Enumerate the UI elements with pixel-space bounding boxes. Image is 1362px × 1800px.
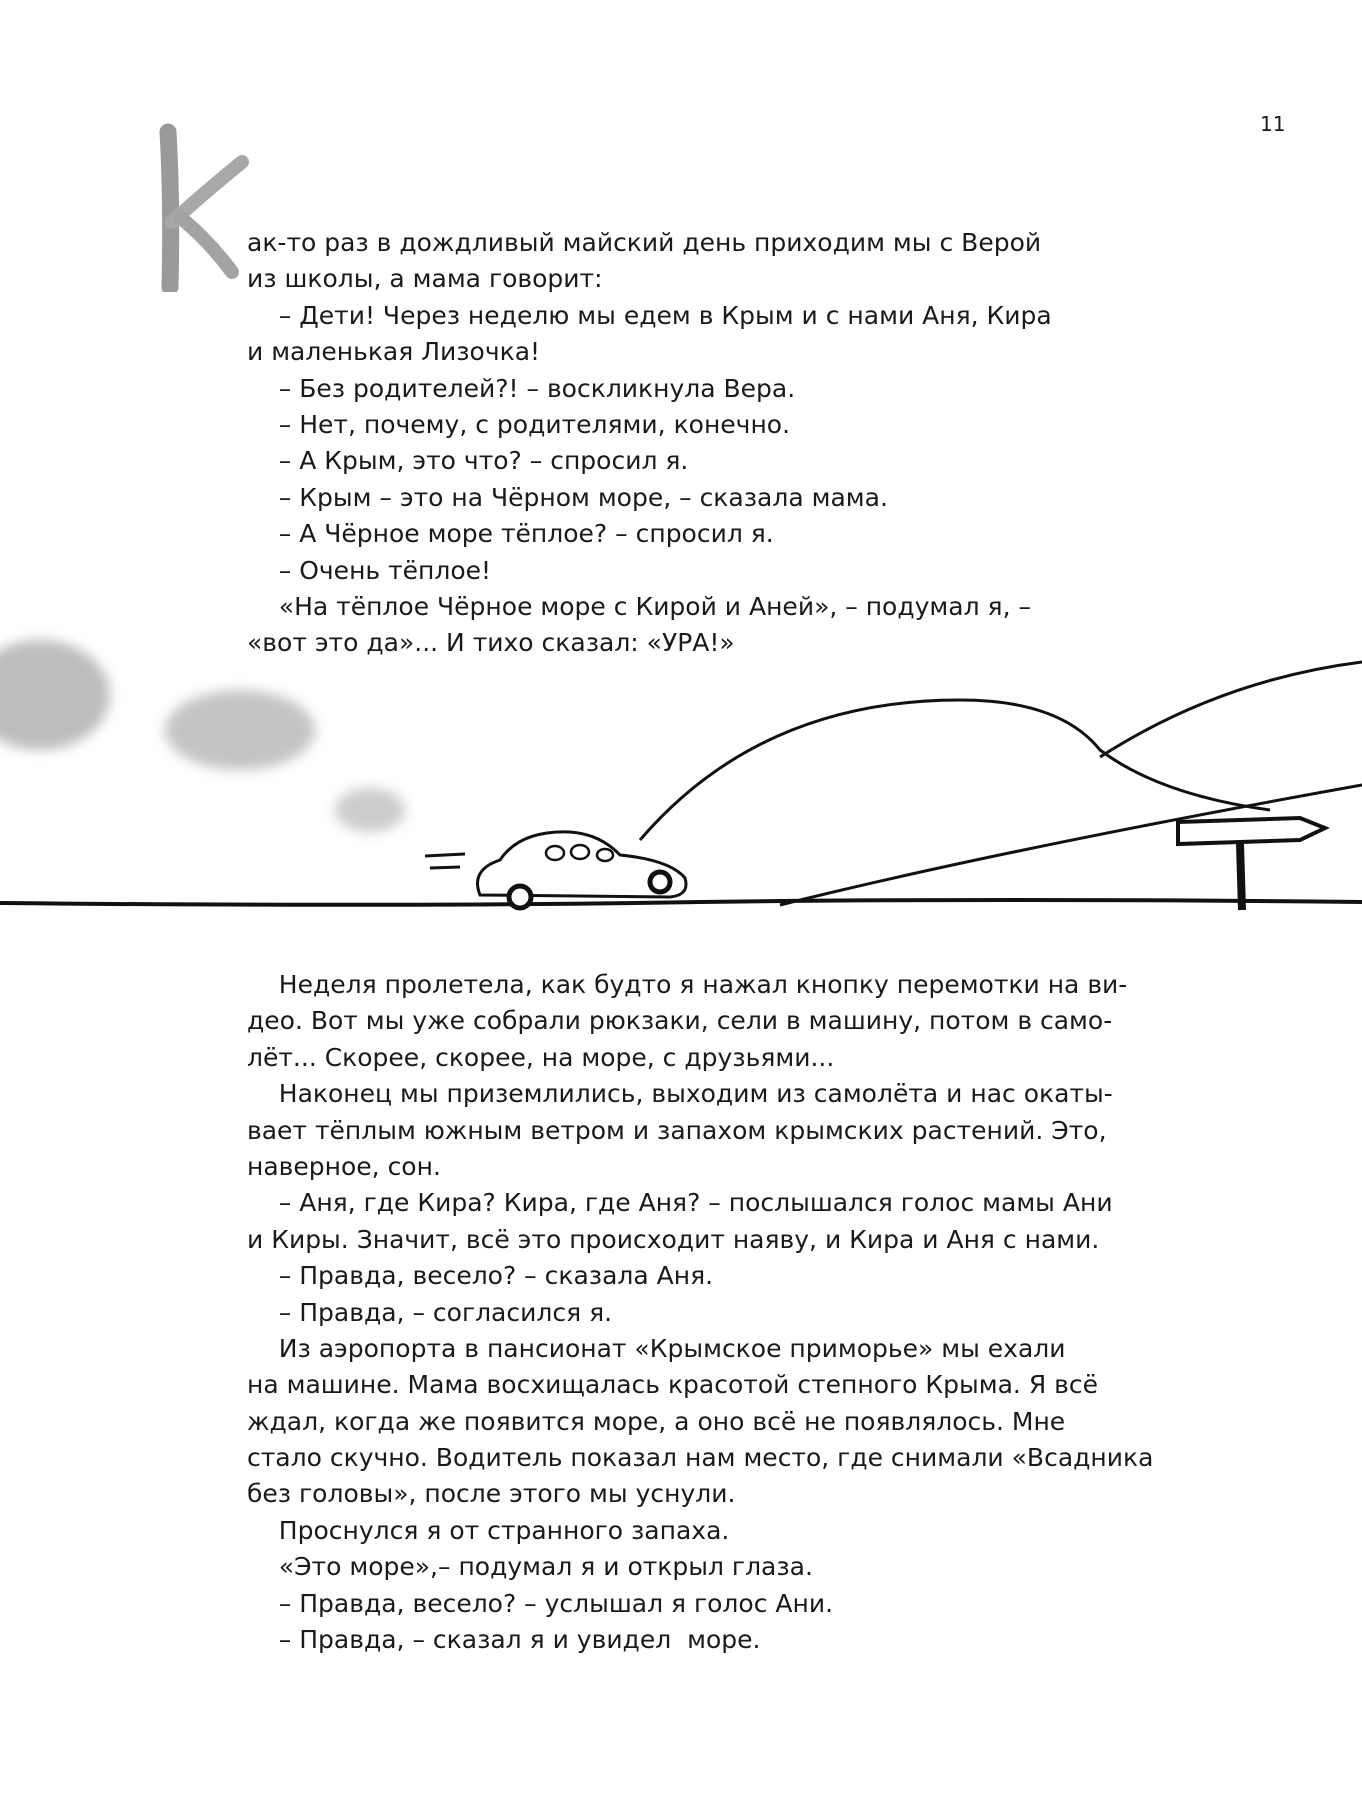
- text-line: – Очень тёплое!: [247, 555, 492, 585]
- text-line: «Это море»,– подумал я и открыл глаза.: [247, 1552, 813, 1582]
- road-sign-arrow-icon: [1178, 818, 1325, 910]
- text-line: Наконец мы приземлились, выходим из самолёта и нас окаты-: [247, 1079, 1113, 1109]
- text-section-2: [247, 967, 1154, 1658]
- text-section-1: [247, 225, 1107, 662]
- text-line: без головы», после этого мы уснули.: [247, 1479, 736, 1509]
- text-line: вает тёплым южным ветром и запахом крымских растений. Это,: [247, 1115, 1107, 1145]
- text-line: – Нет, почему, с родителями, конечно.: [247, 409, 791, 439]
- text-line: Проснулся я от странного запаха.: [247, 1515, 730, 1545]
- text-line: на машине. Мама восхищалась красотой степного Крыма. Я всё: [247, 1370, 1099, 1400]
- text-line: ждал, когда же появится море, а оно всё не появлялось. Мне: [247, 1406, 1066, 1436]
- text-line: и маленькая Лизочка!: [247, 337, 541, 367]
- text-line: наверное, сон.: [247, 1151, 441, 1181]
- exhaust-cloud-icon: [0, 640, 110, 750]
- car-icon: [478, 832, 687, 908]
- text-line: лёт... Скорее, скорее, на море, с друзьями...: [247, 1042, 835, 1072]
- hill-line: [780, 785, 1362, 905]
- svg-text:К: К: [150, 122, 151, 123]
- text-line: – Без родителей?! – воскликнула Вера.: [247, 373, 796, 403]
- text-line: «На тёплое Чёрное море с Кирой и Аней», – подумал я, –: [247, 591, 1031, 621]
- text-line: део. Вот мы уже собрали рюкзаки, сели в машину, потом в само-: [247, 1006, 1113, 1036]
- text-line: – Крым – это на Чёрном море, – сказала мама.: [247, 482, 888, 512]
- road-car-illustration: [0, 620, 1362, 950]
- page-number: 11: [1260, 112, 1286, 136]
- exhaust-cloud-icon: [335, 788, 405, 832]
- text-line: Из аэропорта в пансионат «Крымское приморье» мы ехали: [247, 1333, 1066, 1363]
- drop-cap-letter: [150, 122, 260, 292]
- text-line: Неделя пролетела, как будто я нажал кнопку перемотки на ви-: [247, 970, 1128, 999]
- speed-lines-icon: [425, 854, 465, 868]
- text-line: – Правда, весело? – сказала Аня.: [247, 1261, 714, 1291]
- text-line: – Дети! Через неделю мы едем в Крым и с нами Аня, Кира: [247, 300, 1052, 330]
- ground-line: [0, 900, 1362, 905]
- text-line: «вот это да»... И тихо сказал: «УРА!»: [247, 628, 735, 658]
- text-line: стало скучно. Водитель показал нам место, где снимали «Всадника: [247, 1443, 1154, 1473]
- hill-line: [1100, 662, 1362, 757]
- text-line: – А Чёрное море тёплое? – спросил я.: [247, 519, 774, 549]
- exhaust-cloud-icon: [165, 690, 315, 770]
- text-line: и Киры. Значит, всё это происходит наяву, и Кира и Аня с нами.: [247, 1224, 1100, 1254]
- text-line: – Правда, – сказал я и увидел море.: [247, 1625, 761, 1655]
- text-line: – А Крым, это что? – спросил я.: [247, 446, 689, 476]
- text-line: – Правда, – согласился я.: [247, 1297, 613, 1327]
- text-line: – Правда, весело? – услышал я голос Ани.: [247, 1588, 834, 1618]
- text-line: из школы, а мама говорит:: [247, 264, 603, 294]
- text-line: – Аня, где Кира? Кира, где Аня? – послышался голос мамы Ани: [247, 1188, 1113, 1218]
- text-line: ак-то раз в дождливый майский день приходим мы с Верой: [247, 228, 1042, 257]
